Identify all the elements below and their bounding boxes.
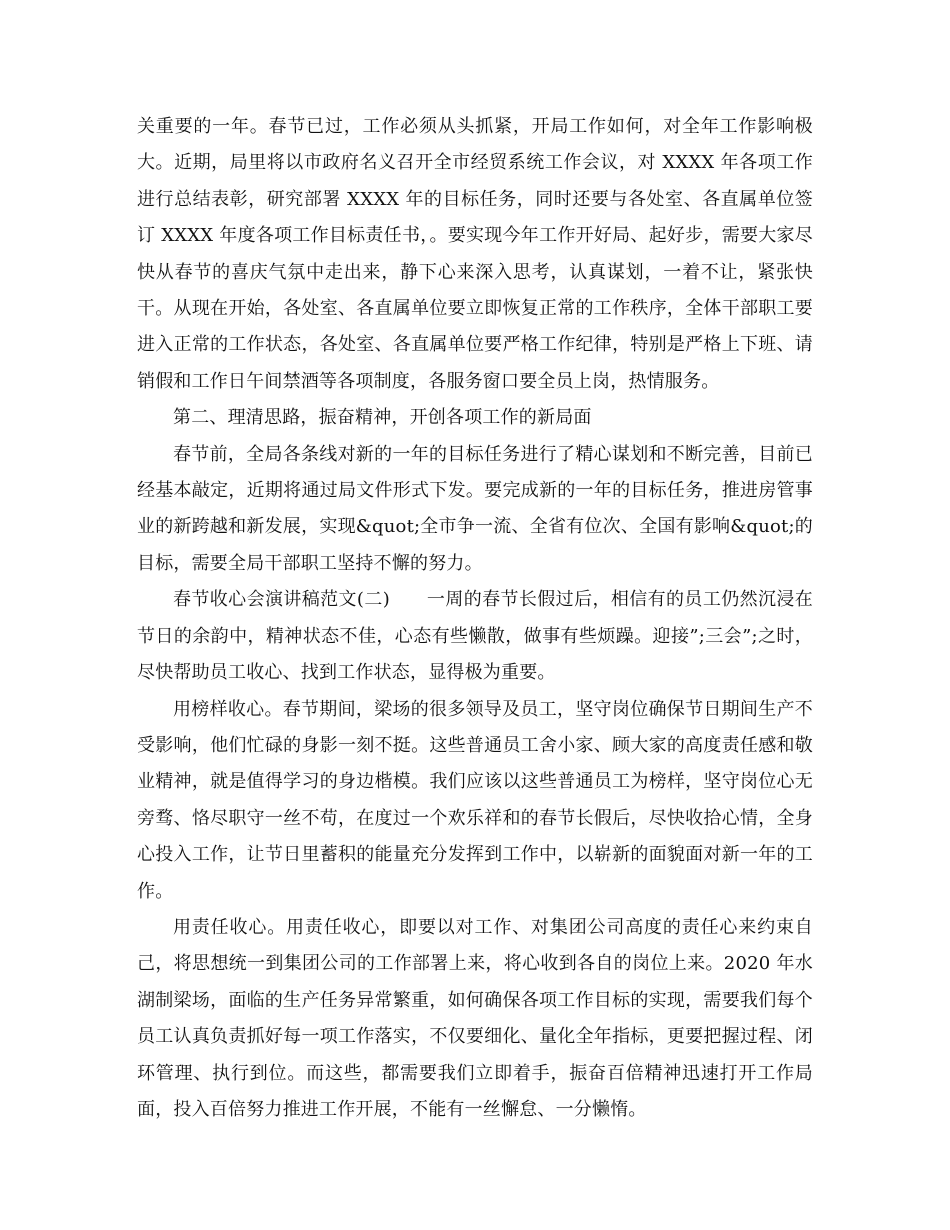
paragraph: 春节收心会演讲稿范文(二) 一周的春节长假过后，相信有的员工仍然沉浸在节日的余韵中，精神状态不佳，心态有些懒散，做事有些烦躁。迎接”;三会”;之时，尽快帮助员工收心、找到工作状态，显得极为重要。: [137, 589, 813, 684]
paragraph: 用责任收心。用责任收心，即要以对工作、对集团公司高度的责任心来约束自己，将思想统一到集团公司的工作部署上来，将心收到各自的岗位上来。2020 年水湖制梁场，面临的生产任务异常繁重，如何确保各项工作目标的实现，需要我们每个员工认真负责抓好每一项工作落实，不仅要细化、量化全年指标，更要把握过程、闭环管理、执行到位。而这些，都需要我们立即着手，振奋百倍精神迅速打开工作局面，投入百倍努力推进工作开展，不能有一丝懈怠、一分懒惰。: [137, 916, 813, 1120]
paragraph: 用榜样收心。春节期间，梁场的很多领导及员工，坚守岗位确保节日期间生产不受影响，他们忙碌的身影一刻不挺。这些普通员工舍小家、顾大家的高度责任感和敬业精神，就是值得学习的身边楷模。我们应该以这些普通员工为榜样，坚守岗位心无旁骛、恪尽职守一丝不苟，在度过一个欢乐祥和的春节长假后，尽快收拾心情，全身心投入工作，让节日里蓄积的能量充分发挥到工作中，以崭新的面貌面对新一年的工作。: [137, 698, 813, 902]
section-heading: 第二、理清思路，振奋精神，开创各项工作的新局面: [173, 407, 592, 429]
paragraph-continuation: 关重要的一年。春节已过，工作必须从头抓紧，开局工作如何，对全年工作影响极大。近期，局里将以市政府名义召开全市经贸系统工作会议，对 XXXX 年各项工作进行总结表彰，研究部署 XXXX 年的目标任务，同时还要与各处室、各直属单位签订 XXXX 年度各项工作目标责任书，。要实现今年工作开好局、起好步，需要大家尽快从春节的喜庆气氛中走出来，静下心来深入思考，认真谋划，一着不让，紧张快干。从现在开始，各处室、各直属单位要立即恢复正常的工作秩序，全体干部职工要进入正常的工作状态，各处室、各直属单位要严格工作纪律，特别是严格上下班、请销假和工作日午间禁酒等各项制度，各服务窗口要全员上岗，热情服务。: [137, 116, 813, 392]
document-body: [137, 109, 813, 1128]
paragraph: 春节前，全局各条线对新的一年的目标任务进行了精心谋划和不断完善，目前已经基本敲定，近期将通过局文件形式下发。要完成新的一年的目标任务，推进房管事业的新跨越和新发展，实现&quot;全市争一流、全省有位次、全国有影响&quot;的目标，需要全局干部职工坚持不懈的努力。: [137, 443, 813, 574]
